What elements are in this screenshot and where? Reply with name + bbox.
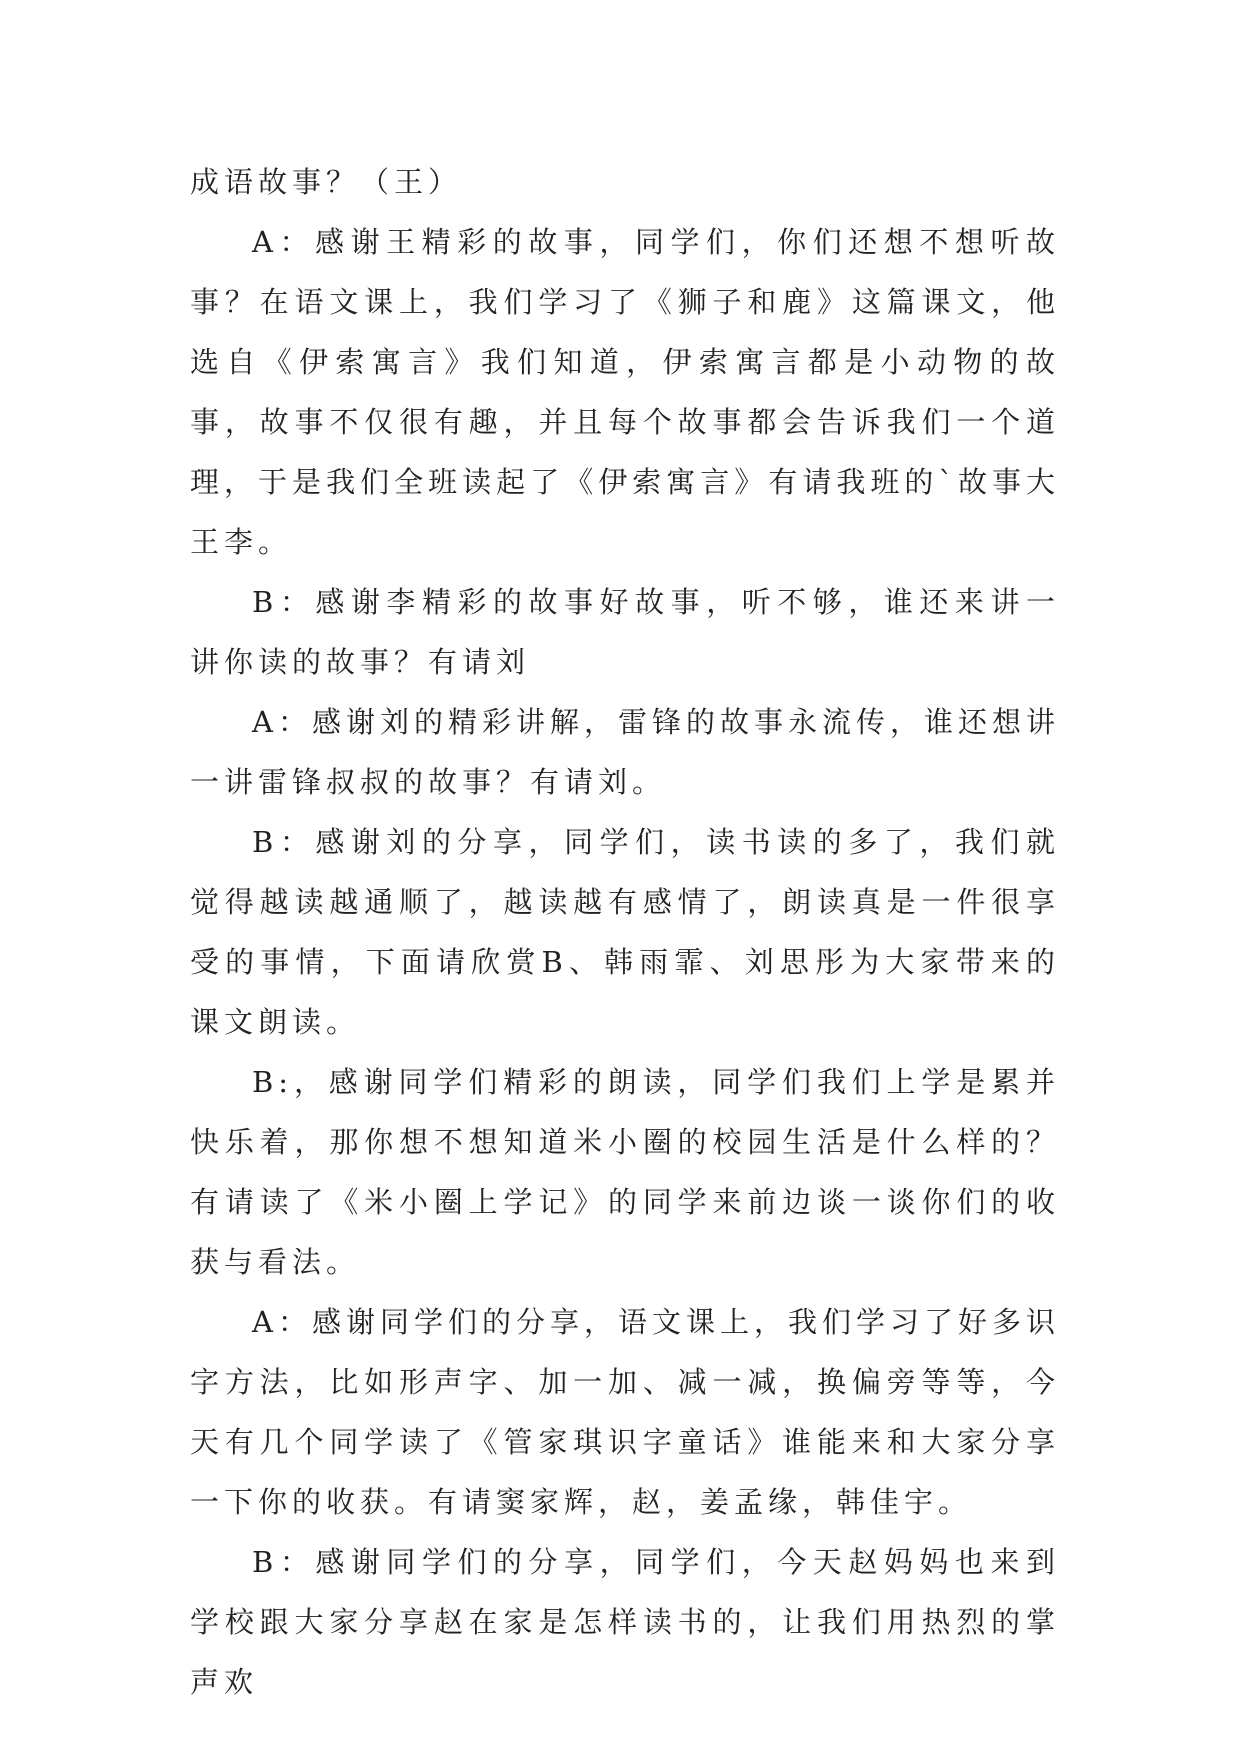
paragraph: B：感谢李精彩的故事好故事，听不够，谁还来讲一讲你读的故事？有请刘 xyxy=(190,585,1060,679)
document-body xyxy=(190,152,1060,1712)
paragraph: B:，感谢同学们精彩的朗读，同学们我们上学是累并快乐着，那你想不想知道米小圈的校园生活是什么样的？有请读了《米小圈上学记》的同学来前边谈一谈你们的收获与看法。 xyxy=(190,1065,1060,1279)
paragraph: B：感谢刘的分享，同学们，读书读的多了，我们就觉得越读越通顺了，越读越有感情了，朗读真是一件很享受的事情，下面请欣赏B、韩雨霏、刘思彤为大家带来的课文朗读。 xyxy=(190,825,1060,1039)
paragraph: 成语故事？（王） xyxy=(190,165,463,199)
paragraph: A：感谢刘的精彩讲解，雷锋的故事永流传，谁还想讲一讲雷锋叔叔的故事？有请刘。 xyxy=(190,705,1060,799)
paragraph: A：感谢王精彩的故事，同学们，你们还想不想听故事？在语文课上，我们学习了《狮子和鹿》这篇课文，他选自《伊索寓言》我们知道，伊索寓言都是小动物的故事，故事不仅很有趣，并且每个故事都会告诉我们一个道理，于是我们全班读起了《伊索寓言》有请我班的`故事大王李。 xyxy=(190,225,1060,559)
paragraph: B：感谢同学们的分享，同学们，今天赵妈妈也来到学校跟大家分享赵在家是怎样读书的，让我们用热烈的掌声欢 xyxy=(190,1545,1060,1699)
paragraph: A：感谢同学们的分享，语文课上，我们学习了好多识字方法，比如形声字、加一加、减一减，换偏旁等等，今天有几个同学读了《管家琪识字童话》谁能来和大家分享一下你的收获。有请窦家辉，赵，姜孟缘，韩佳宇。 xyxy=(190,1305,1060,1519)
